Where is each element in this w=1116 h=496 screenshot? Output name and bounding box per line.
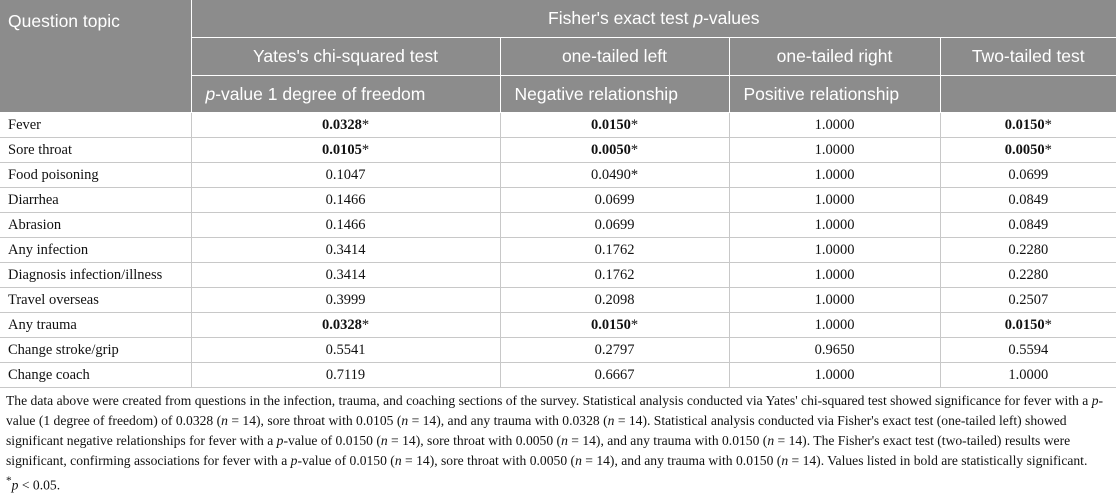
- cell-one-tailed-left: [500, 363, 729, 388]
- cell-value: 0.1466: [325, 191, 366, 208]
- footnote-n: n: [575, 453, 582, 468]
- row-topic: Diagnosis infection/illness: [0, 263, 191, 288]
- cell-yates: [191, 363, 500, 388]
- cell-two-tailed: [940, 363, 1116, 388]
- footnote-text: = 14), sore throat with 0.0050 (: [401, 453, 576, 468]
- footnote-text: = 14), and any trauma with 0.0150 (: [567, 433, 768, 448]
- cell-one-tailed-right: [729, 263, 940, 288]
- cell-value: 1.0000: [814, 166, 855, 183]
- subheader-negative: Negative relationship: [500, 76, 729, 113]
- cell-yates: [191, 338, 500, 363]
- cell-yates: [191, 163, 500, 188]
- significance-p: p: [11, 477, 19, 493]
- table-row: [0, 288, 1116, 313]
- cell-value: 0.0050: [590, 141, 631, 158]
- cell-value: 0.0328: [321, 116, 362, 133]
- cell-two-tailed: [940, 263, 1116, 288]
- cell-value: 0.0050: [1004, 141, 1045, 158]
- table-row: [0, 263, 1116, 288]
- cell-one-tailed-right: [729, 313, 940, 338]
- cell-two-tailed: [940, 163, 1116, 188]
- cell-one-tailed-right: [729, 188, 940, 213]
- cell-value: 1.0000: [814, 316, 855, 333]
- cell-one-tailed-right: [729, 288, 940, 313]
- cell-value: 0.2280: [1008, 241, 1049, 258]
- cell-two-tailed: [940, 188, 1116, 213]
- subheader-two-tailed: [940, 76, 1116, 113]
- footnote-p: p: [1091, 393, 1099, 408]
- header-fisher-p: p: [693, 8, 704, 28]
- cell-one-tailed-right: [729, 363, 940, 388]
- cell-yates: [191, 238, 500, 263]
- cell-two-tailed: [940, 288, 1116, 313]
- row-topic: Sore throat: [0, 138, 191, 163]
- header-one-tailed-left: one-tailed left: [500, 38, 729, 76]
- row-topic: Any trauma: [0, 313, 191, 338]
- table-row: [0, 188, 1116, 213]
- footnote-p: p: [276, 433, 284, 448]
- cell-one-tailed-left: [500, 163, 729, 188]
- footnote-text: = 14). Statistical analysis conducted via Fisher's exact test (one-tailed left) showed significant negative relationships for fever with a: [6, 413, 1067, 448]
- table-row: [0, 138, 1116, 163]
- cell-value: 0.1047: [325, 166, 366, 183]
- cell-value: 0.1466: [325, 216, 366, 233]
- footnote-text: = 14). Values listed in bold are statistically significant.: [788, 453, 1088, 468]
- table-footnote: [6, 391, 1114, 471]
- cell-value: 0.0150: [590, 316, 631, 333]
- cell-one-tailed-right: [729, 238, 940, 263]
- header-fisher-prefix: Fisher's exact test: [548, 8, 694, 28]
- footnote-n: n: [221, 413, 228, 428]
- subheader-yates: [191, 76, 500, 113]
- cell-two-tailed: [940, 338, 1116, 363]
- footnote-n: n: [394, 453, 402, 468]
- cell-value: 1.0000: [814, 141, 855, 158]
- footnote-text: = 14), sore throat with 0.0105 (: [227, 413, 402, 428]
- cell-yates: [191, 263, 500, 288]
- cell-two-tailed: [940, 113, 1116, 138]
- significance-star: *: [630, 166, 639, 183]
- table-row: [0, 313, 1116, 338]
- cell-value: 0.0699: [594, 191, 635, 208]
- header-fisher-group: [191, 0, 1116, 38]
- subheader-positive: Positive relationship: [729, 76, 940, 113]
- footnote-n: n: [607, 413, 615, 428]
- footnote-n: n: [380, 433, 388, 448]
- table-body: [0, 113, 1116, 388]
- cell-value: 1.0000: [814, 266, 855, 283]
- footnote-n: n: [401, 413, 409, 428]
- cell-value: 0.0150: [590, 116, 631, 133]
- footnote-n: n: [781, 453, 789, 468]
- cell-yates: [191, 113, 500, 138]
- significance-star: *: [361, 316, 370, 333]
- cell-two-tailed: [940, 238, 1116, 263]
- footnote-text: -value of 0.0150 (: [297, 453, 395, 468]
- row-topic: Travel overseas: [0, 288, 191, 313]
- cell-one-tailed-left: [500, 238, 729, 263]
- cell-yates: [191, 213, 500, 238]
- table-row: [0, 363, 1116, 388]
- cell-value: 0.2280: [1008, 266, 1049, 283]
- significance-star: *: [630, 116, 639, 133]
- cell-value: 0.0150: [1004, 316, 1045, 333]
- cell-one-tailed-right: [729, 113, 940, 138]
- row-topic: Fever: [0, 113, 191, 138]
- cell-value: 1.0000: [814, 191, 855, 208]
- cell-one-tailed-left: [500, 113, 729, 138]
- cell-one-tailed-left: [500, 188, 729, 213]
- row-topic: Abrasion: [0, 213, 191, 238]
- header-fisher-suffix: -values: [703, 8, 760, 28]
- cell-one-tailed-left: [500, 288, 729, 313]
- cell-two-tailed: [940, 213, 1116, 238]
- cell-value: 0.0150: [1004, 116, 1045, 133]
- table-header: [0, 0, 1116, 113]
- significance-star: *: [1044, 141, 1052, 158]
- cell-value: 1.0000: [1008, 366, 1049, 383]
- cell-value: 0.2098: [594, 291, 635, 308]
- cell-value: 0.5594: [1008, 341, 1049, 358]
- header-yates: Yates's chi-squared test: [191, 38, 500, 76]
- cell-yates: [191, 313, 500, 338]
- cell-value: 0.0849: [1008, 191, 1049, 208]
- cell-yates: [191, 188, 500, 213]
- cell-value: 0.9650: [814, 341, 855, 358]
- cell-value: 0.0490: [590, 166, 631, 183]
- significance-star: *: [6, 475, 12, 487]
- header-two-tailed: Two-tailed test: [940, 38, 1116, 76]
- cell-value: 0.1762: [594, 241, 635, 258]
- table-row: [0, 213, 1116, 238]
- cell-value: 0.0699: [1008, 166, 1049, 183]
- cell-value: 0.0699: [594, 216, 635, 233]
- cell-value: 0.2797: [594, 341, 635, 358]
- cell-value: 0.3999: [325, 291, 366, 308]
- cell-one-tailed-left: [500, 138, 729, 163]
- footnote-text: = 14). The Fisher's exact test (two-tailed) results were significant, confirming associations for fever with a: [6, 433, 1071, 468]
- footnote-p: p: [290, 453, 298, 468]
- cell-value: 1.0000: [814, 366, 855, 383]
- cell-one-tailed-left: [500, 263, 729, 288]
- cell-value: 1.0000: [814, 291, 855, 308]
- cell-value: 0.2507: [1008, 291, 1049, 308]
- cell-value: 0.7119: [325, 366, 366, 383]
- cell-one-tailed-right: [729, 163, 940, 188]
- cell-one-tailed-left: [500, 338, 729, 363]
- significance-star: *: [361, 141, 370, 158]
- cell-value: 0.1762: [594, 266, 635, 283]
- significance-note: [6, 471, 60, 496]
- footnote-text: -value (1 degree of freedom) of 0.0328 (: [6, 393, 1104, 428]
- cell-yates: [191, 288, 500, 313]
- footnote-text: = 14), and any trauma with 0.0328 (: [408, 413, 608, 428]
- cell-value: 0.0328: [321, 316, 362, 333]
- row-topic: Diarrhea: [0, 188, 191, 213]
- significance-star: *: [1044, 116, 1052, 133]
- significance-star: *: [1044, 316, 1052, 333]
- cell-two-tailed: [940, 313, 1116, 338]
- significance-star: *: [630, 141, 639, 158]
- row-topic: Food poisoning: [0, 163, 191, 188]
- cell-one-tailed-right: [729, 338, 940, 363]
- row-topic: Change coach: [0, 363, 191, 388]
- cell-value: 1.0000: [814, 241, 855, 258]
- cell-value: 0.0105: [321, 141, 362, 158]
- row-topic: Change stroke/grip: [0, 338, 191, 363]
- table-row: [0, 113, 1116, 138]
- cell-one-tailed-left: [500, 313, 729, 338]
- cell-two-tailed: [940, 138, 1116, 163]
- row-topic: Any infection: [0, 238, 191, 263]
- cell-value: 0.6667: [594, 366, 635, 383]
- footnote-n: n: [767, 433, 775, 448]
- table-row: [0, 163, 1116, 188]
- subheader-yates-p: p: [205, 83, 216, 104]
- cell-value: 1.0000: [814, 216, 855, 233]
- footnote-text: -value of 0.0150 (: [283, 433, 381, 448]
- cell-value: 0.3414: [325, 266, 366, 283]
- cell-yates: [191, 138, 500, 163]
- significance-threshold: < 0.05.: [18, 477, 61, 493]
- cell-value: 0.5541: [325, 341, 366, 358]
- cell-one-tailed-left: [500, 213, 729, 238]
- footnote-text: = 14), and any trauma with 0.0150 (: [581, 453, 782, 468]
- cell-one-tailed-right: [729, 213, 940, 238]
- table-row: [0, 338, 1116, 363]
- cell-value: 1.0000: [814, 116, 855, 133]
- footnote-n: n: [561, 433, 568, 448]
- subheader-yates-rest: -value 1 degree of freedom: [215, 83, 426, 104]
- footnote-text: = 14), sore throat with 0.0050 (: [387, 433, 562, 448]
- cell-one-tailed-right: [729, 138, 940, 163]
- header-question-topic: Question topic: [0, 0, 191, 113]
- cell-value: 0.0849: [1008, 216, 1049, 233]
- header-one-tailed-right: one-tailed right: [729, 38, 940, 76]
- footnote-text: The data above were created from questions in the infection, trauma, and coaching sections of the survey. Statistical analysis conducted via Yates' chi-squared test showed significance for fever with a: [6, 393, 1092, 408]
- table-row: [0, 238, 1116, 263]
- significance-star: *: [630, 316, 639, 333]
- cell-value: 0.3414: [325, 241, 366, 258]
- significance-star: *: [361, 116, 370, 133]
